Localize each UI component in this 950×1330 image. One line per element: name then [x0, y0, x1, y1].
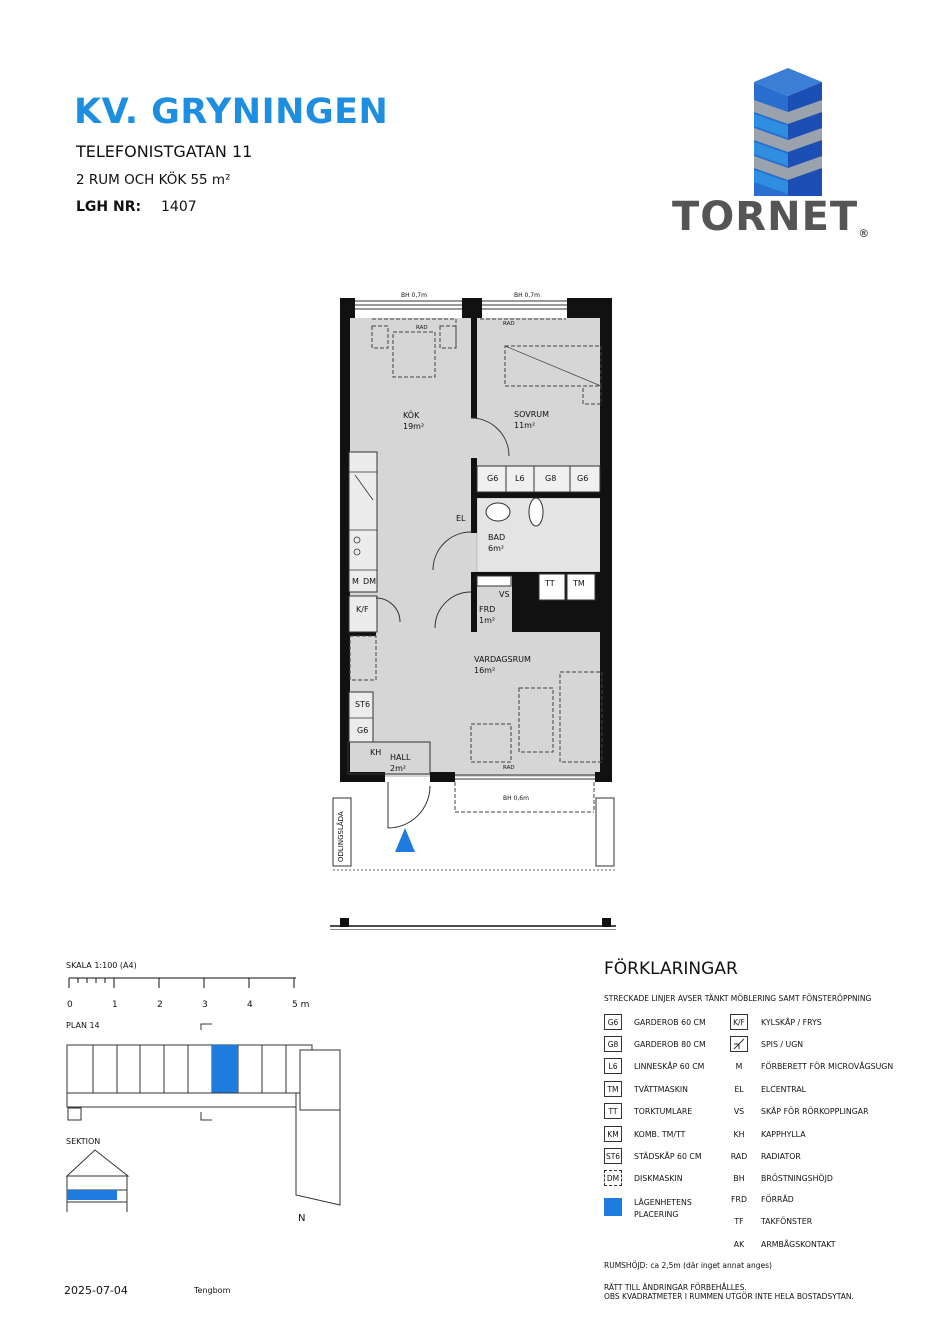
legend-code: AK: [733, 1240, 745, 1249]
legend-text: LÄGENHETENS: [634, 1198, 692, 1207]
bh-label-left: BH 0,7m: [401, 292, 427, 299]
radiator-label: RAD: [503, 765, 515, 771]
legend-text: GARDEROB 60 CM: [634, 1018, 706, 1027]
legend-code-box: G8: [604, 1036, 622, 1052]
coat-rack-label: KH: [370, 748, 382, 757]
dishwasher-label: DM: [363, 577, 377, 586]
legend-text: GARDEROB 80 CM: [634, 1040, 706, 1049]
legend-text: KOMB. TM/TT: [634, 1130, 686, 1139]
legend-text: FÖRBERETT FÖR MICROVÅGSUGN: [761, 1062, 894, 1071]
scale-tick-label: 4: [247, 1000, 253, 1010]
radiator-label: RAD: [416, 325, 428, 331]
room-area-hall: 2m²: [390, 764, 407, 773]
legend-code-box: ST6: [604, 1148, 622, 1164]
legend-text: TORKTUMLARE: [634, 1107, 693, 1116]
apartment-size: 2 RUM OCH KÖK 55 m²: [76, 172, 231, 188]
microwave-label: M: [352, 577, 359, 586]
room-name-vardagsrum: VARDAGSRUM: [474, 655, 531, 664]
scale-tick-label: 0: [67, 1000, 73, 1010]
apartment-number: 1407: [161, 199, 197, 215]
legend-text: FÖRRÅD: [761, 1195, 794, 1204]
scale-title: SKALA 1:100 (A4): [66, 961, 137, 970]
legend-text: LINNESKÅP 60 CM: [634, 1062, 705, 1071]
vs-label: VS: [499, 590, 510, 599]
architect-name: Tengbom: [194, 1286, 231, 1295]
legend-text: STÄDSKÅP 60 CM: [634, 1152, 702, 1161]
legend-text: SPIS / UGN: [761, 1040, 804, 1049]
legend-code: EL: [734, 1085, 744, 1094]
tm-label: TM: [573, 579, 585, 588]
bh-label-right: BH 0,7m: [514, 292, 540, 299]
north-label: N: [298, 1213, 306, 1224]
legend-code-box: TT: [604, 1103, 622, 1119]
legend-text: ARMBÅGSKONTAKT: [761, 1240, 836, 1249]
legend-code-box: KM: [604, 1126, 622, 1142]
drawing-date: 2025-07-04: [64, 1284, 128, 1297]
legend-code-box: TM: [604, 1081, 622, 1097]
room-area-sovrum: 11m²: [514, 421, 536, 430]
legend-code: M: [735, 1062, 743, 1071]
bh-label-bottom: BH 0,6m: [503, 795, 529, 802]
room-name-kok: KÖK: [403, 411, 420, 420]
legend-text: DISKMASKIN: [634, 1174, 683, 1183]
wardrobe-label: G6: [357, 726, 369, 735]
rights-note: RÄTT TILL ÄNDRINGAR FÖRBEHÅLLES.: [604, 1283, 747, 1292]
legend-text: ELCENTRAL: [761, 1085, 807, 1094]
room-name-frd: FRD: [479, 605, 496, 614]
legend-text: RADIATOR: [761, 1152, 801, 1161]
fridge-label: K/F: [356, 605, 369, 614]
legend-code: FRD: [731, 1195, 747, 1204]
legend-text: SKÅP FÖR RÖRKOPPLINGAR: [761, 1107, 869, 1116]
scale-tick-label: 5 m: [292, 1000, 310, 1010]
legend-code-box: L6: [604, 1058, 622, 1074]
legend-code-box: DM: [604, 1170, 622, 1186]
room-name-hall: HALL: [390, 753, 411, 762]
legend-text: TAKFÖNSTER: [761, 1217, 813, 1226]
room-area-vardagsrum: 16m²: [474, 666, 496, 675]
room-area-bad: 6m²: [488, 544, 505, 553]
legend-code: BH: [733, 1174, 745, 1183]
legend-code: VS: [733, 1107, 745, 1116]
wardrobe-label: G6: [487, 474, 499, 483]
section-label: SEKTION: [66, 1137, 101, 1146]
room-name-bad: BAD: [488, 533, 506, 542]
scale-tick-label: 1: [112, 1000, 118, 1010]
placement-swatch: [604, 1198, 622, 1216]
tt-label: TT: [545, 579, 555, 588]
room-name-sovrum: SOVRUM: [514, 410, 550, 419]
area-note: OBS KVADRATMETER I RUMMEN UTGÖR INTE HELA BOSTADSYTAN.: [604, 1292, 854, 1301]
project-title: KV. GRYNINGEN: [74, 92, 389, 132]
legend-code-box: K/F: [730, 1014, 748, 1030]
legend-text: KYLSKÅP / FRYS: [761, 1018, 822, 1027]
legend-text: TVÄTTMASKIN: [634, 1085, 688, 1094]
room-area-frd: 1m²: [479, 616, 496, 625]
key-plan: [60, 1022, 350, 1212]
plan-label: PLAN 14: [66, 1021, 100, 1030]
scale-bar: [60, 970, 320, 1015]
room-height-note: RUMSHÖJD: ca 2,5m (där inget annat anges): [604, 1261, 772, 1270]
legend-text: KAPPHYLLA: [761, 1130, 806, 1139]
wardrobe-label: G6: [577, 474, 589, 483]
legend-code: RAD: [730, 1152, 748, 1161]
legend-subtitle: STRECKADE LINJER AVSER TÄNKT MÖBLERING SAMT FÖNSTERÖPPNING: [604, 994, 872, 1003]
elcentral-label: EL: [456, 514, 466, 523]
scale-tick-label: 2: [157, 1000, 163, 1010]
wardrobe-label: G8: [545, 474, 557, 483]
legend-text: BRÖSTNINGSHÖJD: [761, 1174, 833, 1183]
room-area-kok: 19m²: [403, 422, 425, 431]
legend-code-box: G6: [604, 1014, 622, 1030]
stove-icon: [730, 1036, 748, 1052]
cleaning-cabinet-label: ST6: [355, 700, 371, 709]
legend-code: TF: [734, 1217, 744, 1226]
radiator-label: RAD: [503, 321, 515, 327]
legend-title: FÖRKLARINGAR: [604, 959, 738, 979]
scale-tick-label: 3: [202, 1000, 208, 1010]
logo-wordmark: TORNET®: [672, 194, 871, 240]
street-address: TELEFONISTGATAN 11: [76, 142, 253, 161]
legend-text: PLACERING: [634, 1210, 679, 1219]
legend-code: KH: [733, 1130, 745, 1139]
wardrobe-label: L6: [515, 474, 525, 483]
apartment-number-label: LGH NR:: [76, 199, 142, 215]
planter-label: ODLINGSLÅDA: [337, 811, 345, 862]
